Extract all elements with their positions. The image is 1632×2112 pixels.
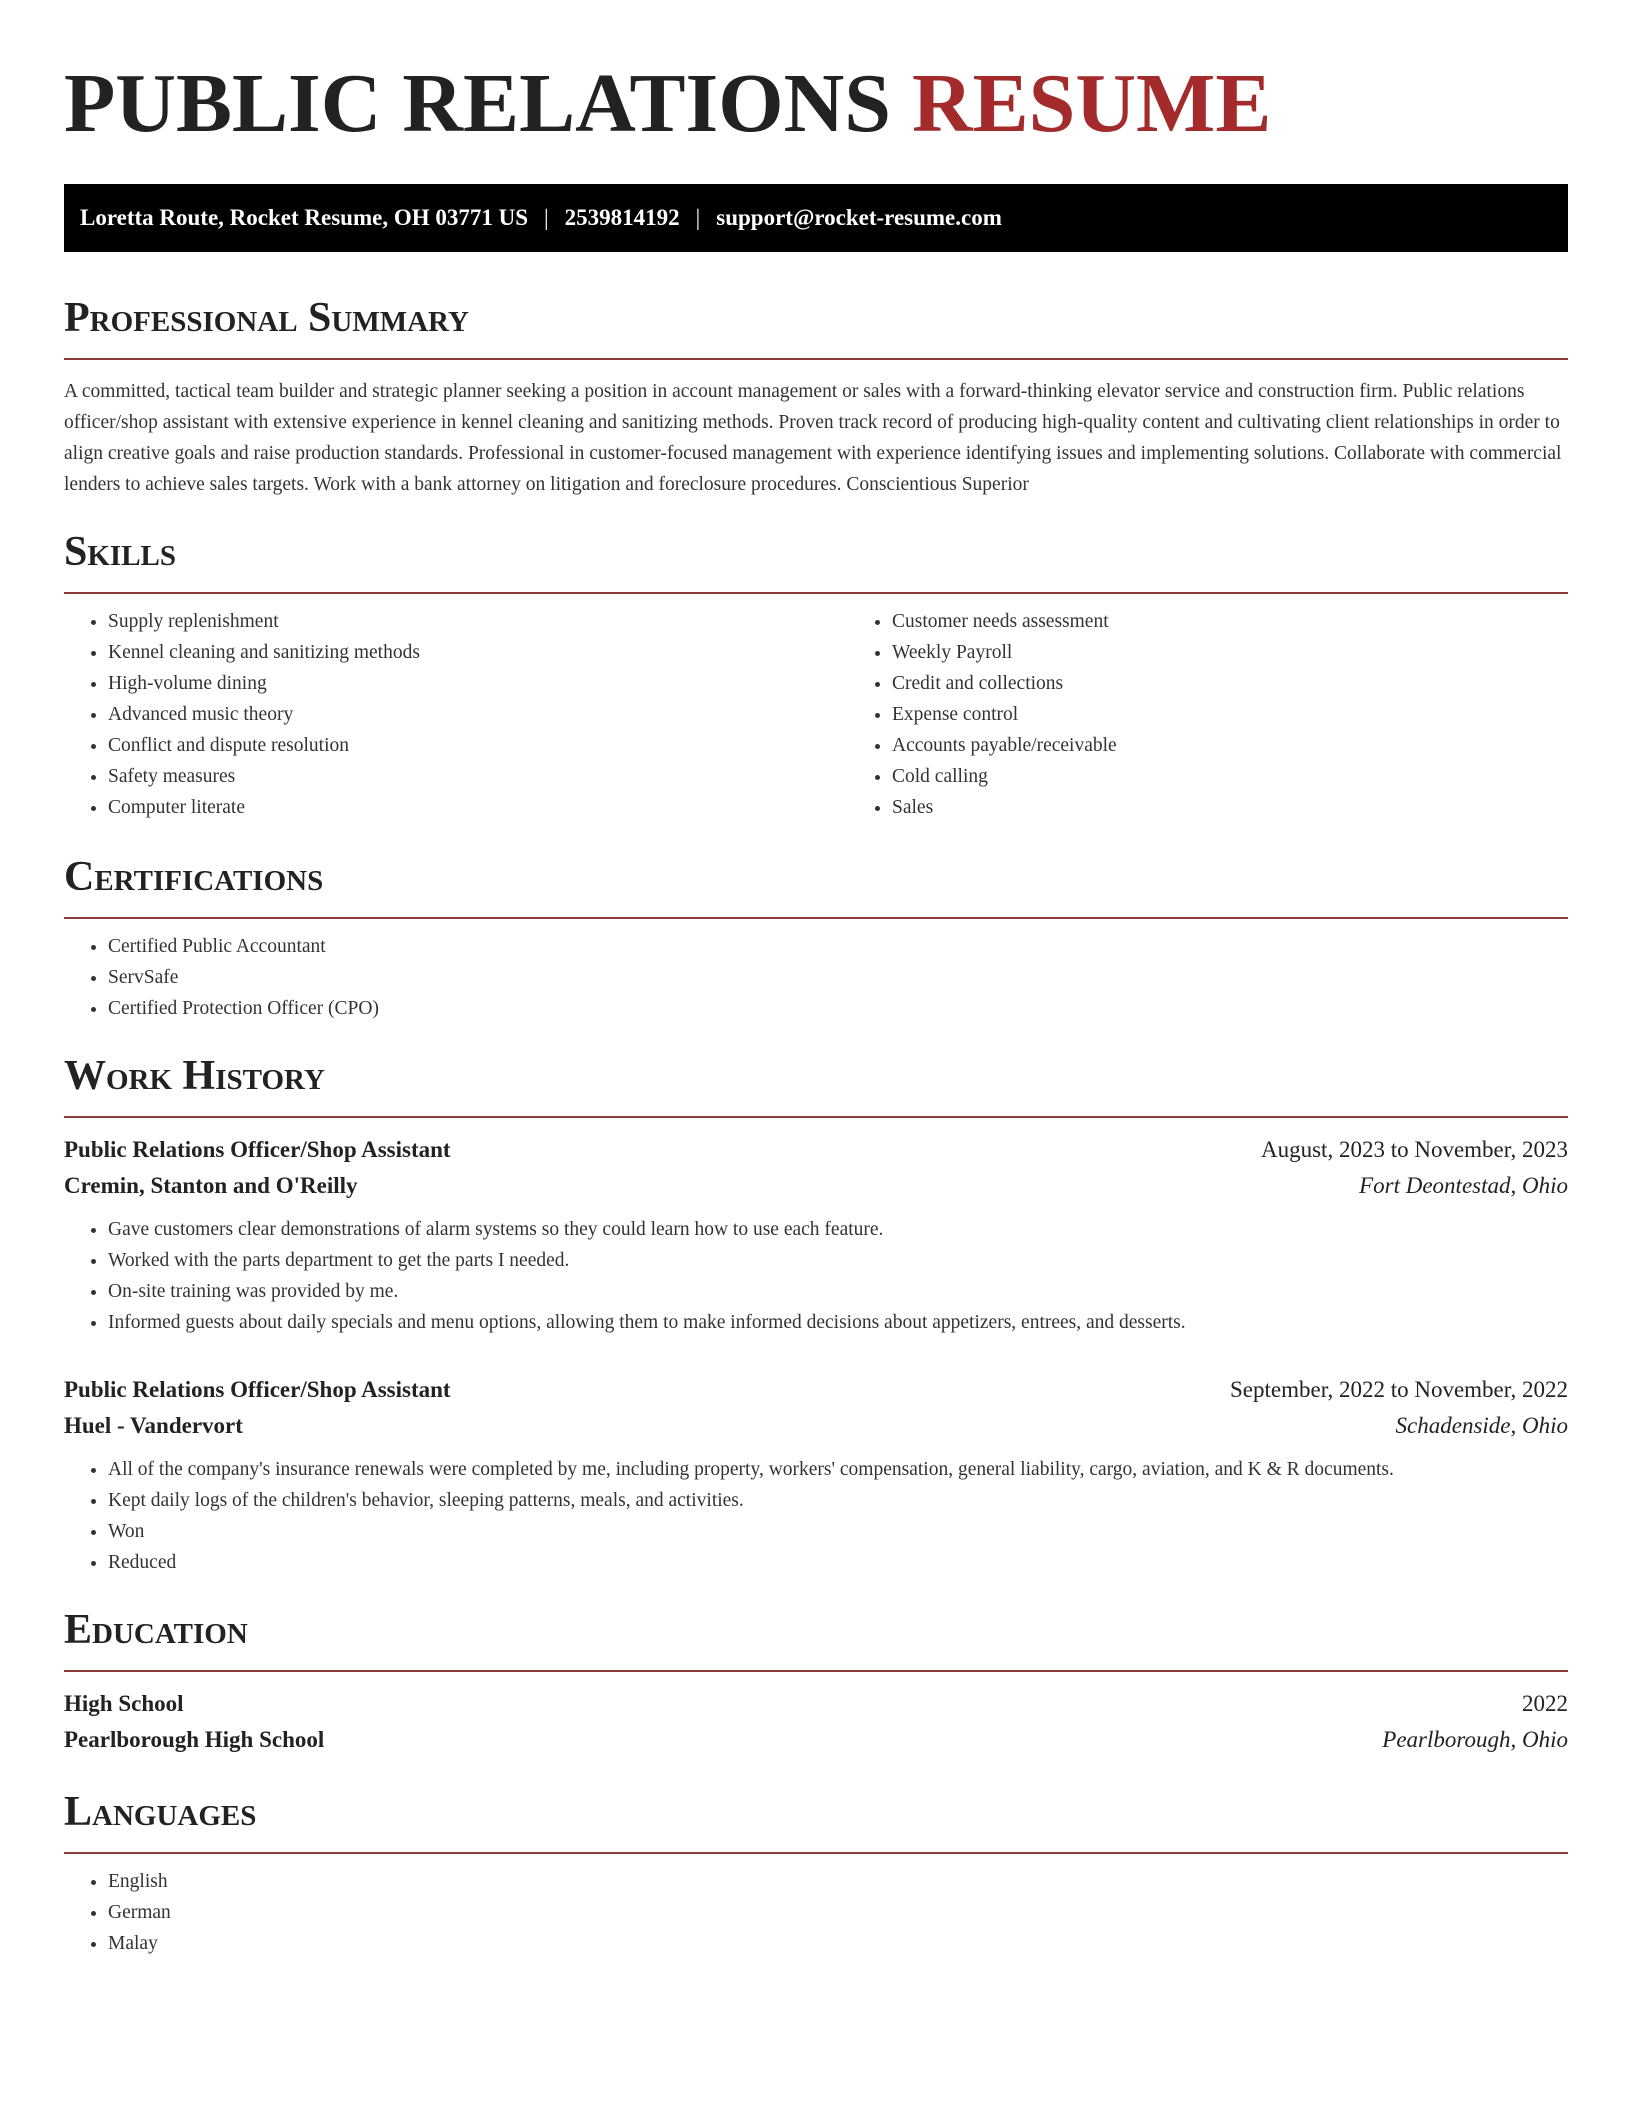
- language-item: • English: [108, 1866, 1568, 1897]
- education-degree: High School: [64, 1691, 184, 1716]
- job-dates: August, 2023 to November, 2023: [1261, 1137, 1568, 1162]
- contact-email[interactable]: support@rocket-resume.com: [716, 205, 1002, 230]
- job-location: Fort Deontestad, Ohio: [1359, 1173, 1568, 1198]
- education-subheader: [64, 1722, 1568, 1758]
- education-section: [64, 1602, 1568, 1758]
- education-school: Pearlborough High School: [64, 1727, 325, 1752]
- languages-list: [64, 1866, 1568, 1959]
- job-title: Public Relations Officer/Shop Assistant: [64, 1137, 451, 1162]
- skill-item: • Supply replenishment: [108, 606, 848, 637]
- job-bullets: [64, 1214, 1568, 1338]
- education-year: 2022: [1522, 1691, 1568, 1716]
- skill-item: • Weekly Payroll: [892, 637, 1632, 668]
- skills-list-right: [848, 606, 1632, 823]
- education-header: [64, 1686, 1568, 1722]
- job-bullet: • On-site training was provided by me.: [108, 1276, 1568, 1307]
- job-bullet: • Informed guests about daily specials and menu options, allowing them to make informed decisions about appetizers, entrees, and desserts.: [108, 1307, 1568, 1338]
- job-bullet: • All of the company's insurance renewals were completed by me, including property, workers' compensation, general liability, cargo, aviation, and K & R documents.: [108, 1454, 1568, 1485]
- section-divider: [64, 1670, 1568, 1672]
- summary-text: A committed, tactical team builder and strategic planner seeking a position in account management or sales with a forward-thinking elevator service and construction firm. Public relations officer/shop assistant with extensive experience in kennel cleaning and sanitizing methods. Proven track record of producing high-quality content and cultivating client relationships in order to align creative goals and raise production standards. Professional in customer-focused management with experience identifying issues and implementing solutions. Collaborate with commercial lenders to achieve sales targets. Work with a bank attorney on litigation and foreclosure procedures. Conscientious Superior: [64, 381, 1562, 495]
- contact-separator: |: [695, 205, 701, 230]
- languages-section: [64, 1784, 1568, 1959]
- skills-list-left: [64, 606, 848, 823]
- job-header: [64, 1132, 1568, 1168]
- section-title-skills: Skills: [64, 529, 177, 575]
- certification-item: • ServSafe: [108, 962, 1568, 993]
- contact-separator: |: [544, 205, 549, 230]
- job-bullet: • Reduced: [108, 1547, 1568, 1578]
- skill-item: • Safety measures: [108, 761, 848, 792]
- skill-item: • Accounts payable/receivable: [892, 730, 1632, 761]
- skill-item: • Cold calling: [892, 761, 1632, 792]
- job-bullet: • Kept daily logs of the children's behavior, sleeping patterns, meals, and activities.: [108, 1485, 1568, 1516]
- education-entry: [64, 1686, 1568, 1758]
- job-company: Cremin, Stanton and O'Reilly: [64, 1173, 358, 1198]
- job-bullets: [64, 1454, 1568, 1578]
- certification-item: • Certified Public Accountant: [108, 931, 1568, 962]
- skill-item: • Sales: [892, 792, 1632, 823]
- section-title-work: Work History: [64, 1053, 325, 1099]
- section-divider: [64, 917, 1568, 919]
- skill-item: • High-volume dining: [108, 668, 848, 699]
- summary-section: [64, 290, 1568, 500]
- section-divider: [64, 1116, 1568, 1118]
- skills-section: [64, 524, 1568, 823]
- page-title: [64, 0, 1568, 156]
- title-main: PUBLIC RELATIONS: [64, 57, 891, 150]
- job-entry: [64, 1372, 1568, 1578]
- skill-item: • Kennel cleaning and sanitizing methods: [108, 637, 848, 668]
- title-accent: RESUME: [911, 57, 1272, 150]
- job-bullet: • Won: [108, 1516, 1568, 1547]
- section-title-summary: Professional Summary: [64, 295, 469, 341]
- job-entry: [64, 1132, 1568, 1338]
- contact-bar: [64, 184, 1568, 252]
- certification-item: • Certified Protection Officer (CPO): [108, 993, 1568, 1024]
- education-location: Pearlborough, Ohio: [1382, 1727, 1568, 1752]
- job-bullet: • Gave customers clear demonstrations of alarm systems so they could learn how to use each feature.: [108, 1214, 1568, 1245]
- section-divider: [64, 1852, 1568, 1854]
- job-bullet: • Worked with the parts department to get the parts I needed.: [108, 1245, 1568, 1276]
- job-location: Schadenside, Ohio: [1395, 1413, 1568, 1438]
- certifications-section: [64, 849, 1568, 1024]
- language-item: • Malay: [108, 1928, 1568, 1959]
- job-title: Public Relations Officer/Shop Assistant: [64, 1377, 451, 1402]
- job-company: Huel - Vandervort: [64, 1413, 243, 1438]
- section-divider: [64, 592, 1568, 594]
- job-dates: September, 2022 to November, 2022: [1230, 1377, 1568, 1402]
- skill-item: • Computer literate: [108, 792, 848, 823]
- section-title-languages: Languages: [64, 1789, 257, 1835]
- job-subheader: [64, 1168, 1568, 1204]
- skill-item: • Advanced music theory: [108, 699, 848, 730]
- certifications-list: [64, 931, 1568, 1024]
- contact-phone: 2539814192: [564, 205, 680, 230]
- language-item: • German: [108, 1897, 1568, 1928]
- skill-item: • Customer needs assessment: [892, 606, 1632, 637]
- section-title-certifications: Certifications: [64, 854, 324, 900]
- section-title-education: Education: [64, 1607, 248, 1653]
- job-subheader: [64, 1408, 1568, 1444]
- skill-item: • Expense control: [892, 699, 1632, 730]
- skills-grid: [64, 606, 1568, 823]
- skill-item: • Credit and collections: [892, 668, 1632, 699]
- work-history-section: [64, 1048, 1568, 1578]
- section-divider: [64, 358, 1568, 360]
- job-header: [64, 1372, 1568, 1408]
- contact-address: Loretta Route, Rocket Resume, OH 03771 US: [80, 205, 529, 230]
- skill-item: • Conflict and dispute resolution: [108, 730, 848, 761]
